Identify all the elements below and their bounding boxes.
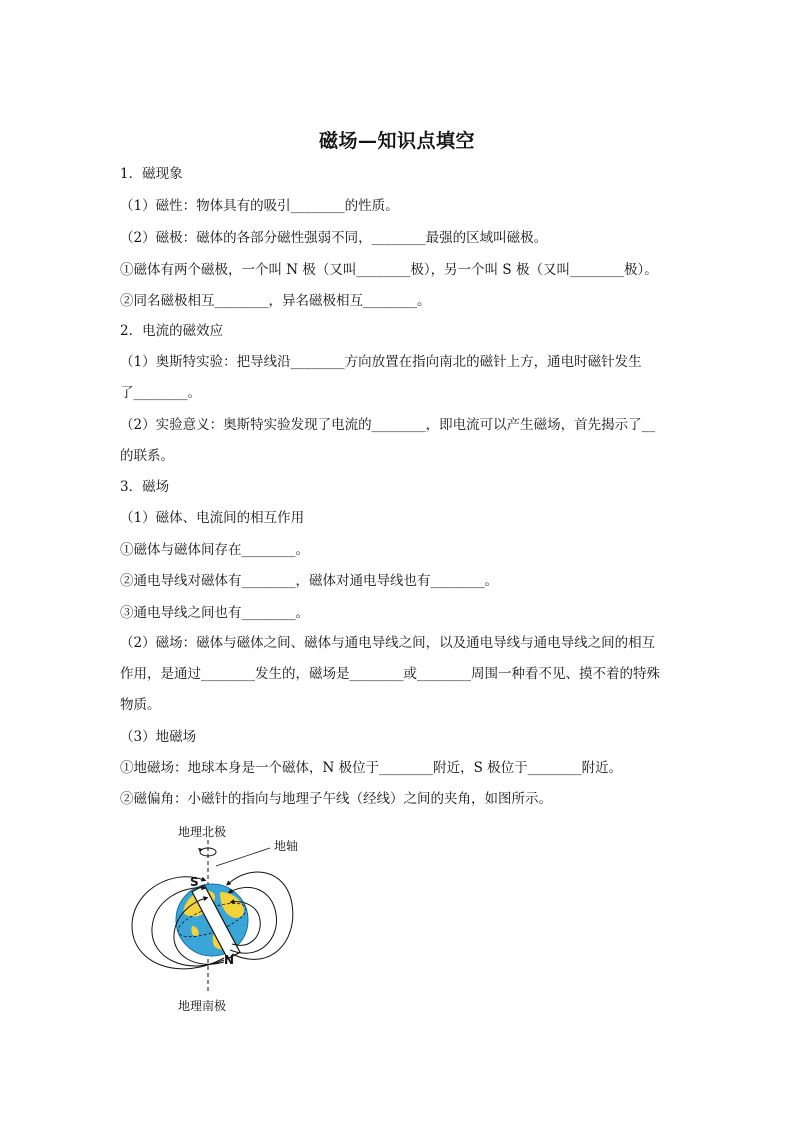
document-title: 磁场—知识点填空: [318, 130, 475, 152]
text-line: 物质。: [120, 697, 161, 713]
text-line: （1）磁性：物体具有的吸引________的性质。: [120, 198, 399, 214]
label-geographic-north: 地理北极: [178, 825, 227, 839]
label-geographic-south: 地理南极: [178, 999, 227, 1013]
label-earth-axis: 地轴: [274, 839, 299, 853]
label-magnet-s: S: [190, 875, 199, 889]
section-heading-magnetic-field: 3．磁场: [120, 479, 170, 495]
text-line: ①磁体与磁体间存在________。: [120, 542, 309, 558]
text-line: ③通电导线之间也有________。: [120, 605, 309, 621]
section-heading-magnetic-phenomena: 1．磁现象: [120, 166, 183, 182]
text-line: （1）奥斯特实验：把导线沿________方向放置在指向南北的磁针上方，通电时磁针发生: [120, 354, 642, 370]
text-line: （2）磁极：磁体的各部分磁性强弱不同，________最强的区域叫磁极。: [120, 230, 548, 246]
text-line: 的联系。: [120, 448, 174, 464]
text-line: （1）磁体、电流间的相互作用: [120, 510, 305, 526]
text-line: ②通电导线对磁体有________，磁体对通电导线也有________。: [120, 573, 498, 589]
text-line: ①磁体有两个磁极，一个叫 N 极（又叫________极），另一个叫 S 极（又叫________极）。: [120, 262, 658, 278]
text-line: 作用，是通过________发生的，磁场是________或________周围一种看不见、摸不着的特殊: [120, 666, 660, 682]
text-line: ①地磁场：地球本身是一个磁体，N 极位于________附近，S 极位于________附近。: [120, 760, 623, 776]
text-line: ②同名磁极相互________，异名磁极相互________。: [120, 293, 431, 309]
text-line: （2）磁场：磁体与磁体之间、磁体与通电导线之间，以及通电导线与通电导线之间的相互: [120, 635, 656, 651]
text-line: （2）实验意义：奥斯特实验发现了电流的________，即电流可以产生磁场，首先揭示了__: [120, 417, 656, 433]
earth-magnetic-field-figure: [120, 822, 320, 1017]
text-line: （3）地磁场: [120, 729, 197, 745]
section-heading-magnetic-effect: 2．电流的磁效应: [120, 323, 224, 339]
text-line: ②磁偏角：小磁针的指向与地理子午线（经线）之间的夹角，如图所示。: [120, 791, 552, 807]
label-magnet-n: N: [224, 953, 235, 967]
text-line: 了________。: [120, 385, 201, 401]
